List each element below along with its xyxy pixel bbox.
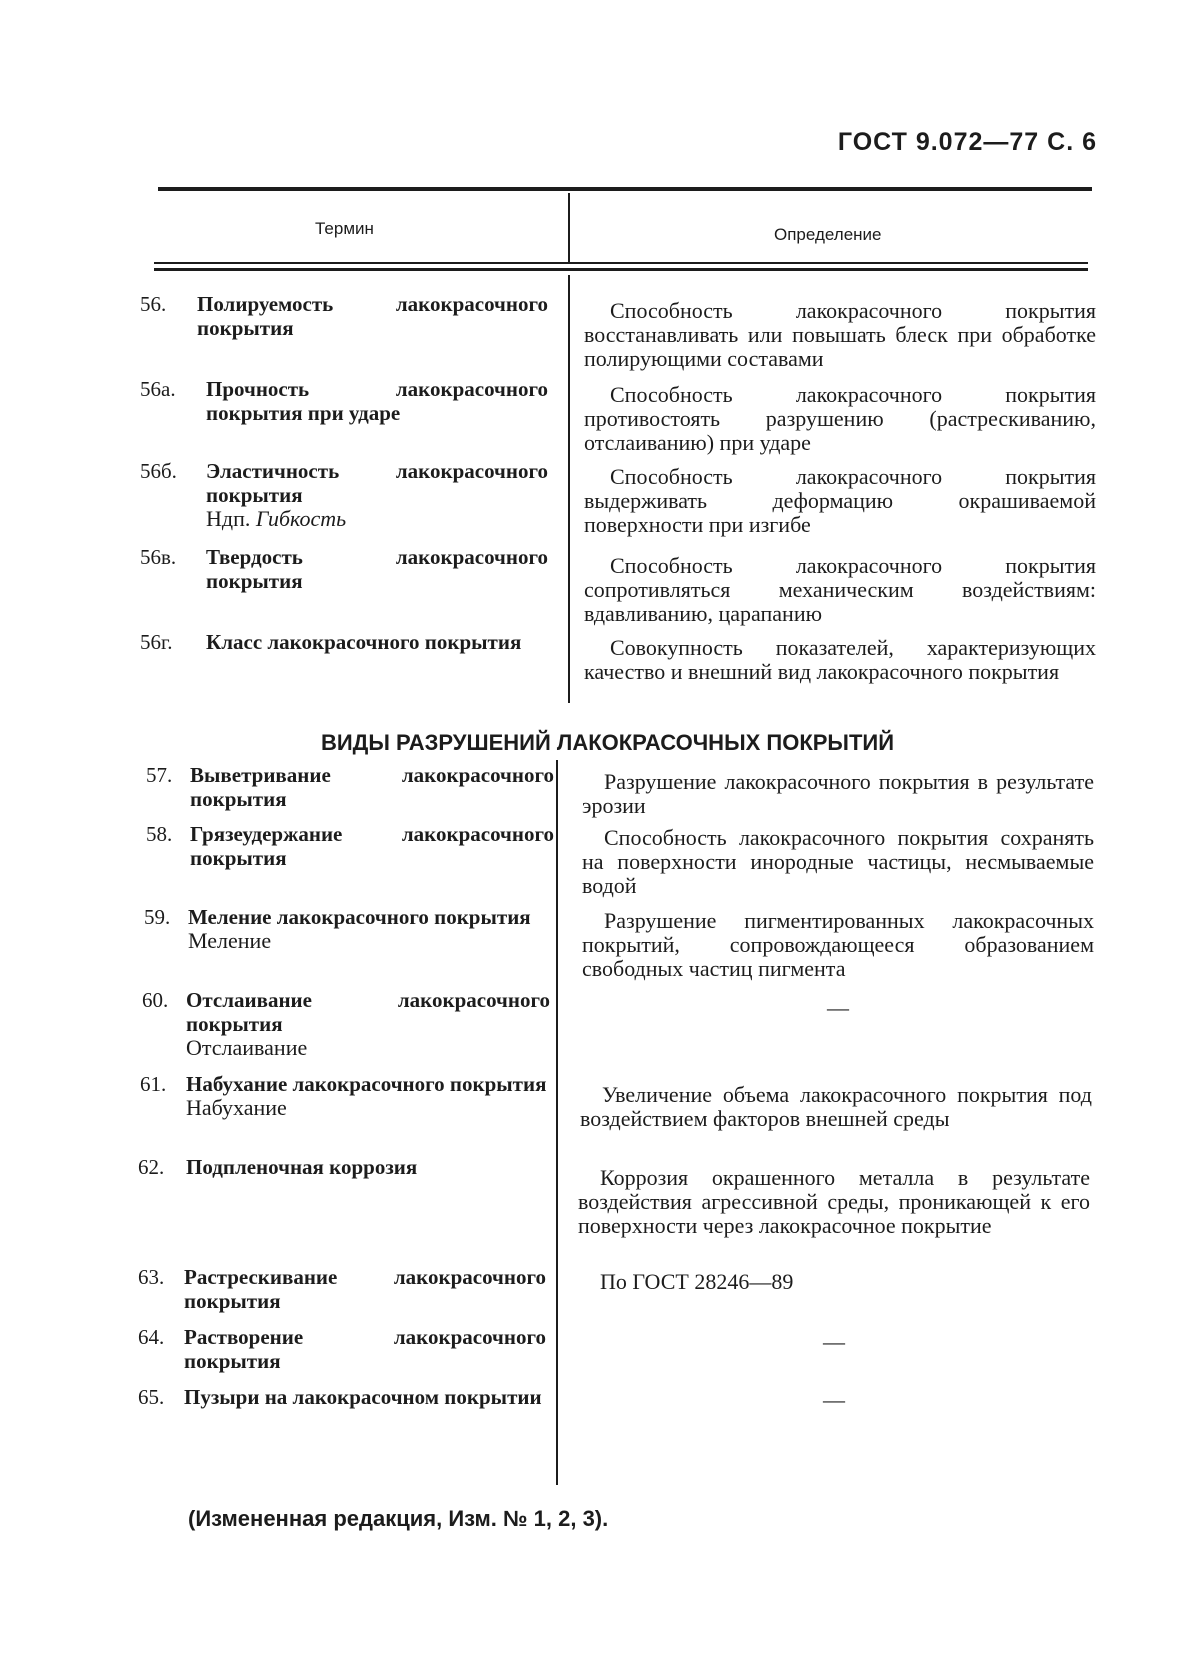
term-title: Растрескивание лакокрасочного покрытия [184, 1265, 546, 1313]
column-divider-bottom [556, 760, 558, 1485]
term-56g [140, 630, 548, 654]
header-rule-1 [154, 262, 1088, 264]
term-number: 58. [146, 822, 173, 846]
term-59 [144, 905, 552, 953]
definition-63: По ГОСТ 28246—89 [600, 1269, 794, 1294]
term-title: Эластичность лакокрасочного покрытия [206, 459, 548, 507]
column-header-definition: Определение [774, 225, 882, 244]
term-number: 62. [138, 1155, 165, 1179]
term-title: Меление лакокрасочного покрытия [188, 905, 531, 929]
term-title: Подпленочная коррозия [186, 1155, 418, 1179]
term-65 [138, 1385, 546, 1409]
term-number: 56б. [140, 459, 177, 483]
term-56b [140, 459, 548, 531]
definition-58: Способность лакокрасочного покрытия сохранять на поверхности инородные частицы, несмываемые водой [582, 825, 1094, 898]
column-divider-header [568, 193, 570, 263]
term-note: Меление [188, 928, 272, 953]
empty-definition-dash: — [823, 1387, 845, 1412]
term-number: 63. [138, 1265, 165, 1289]
term-56 [140, 292, 548, 340]
term-number: 56г. [140, 630, 173, 654]
definition-62: Коррозия окрашенного металла в результате воздействия агрессивной среды, проникающей к его поверхности через лакокрасочное покрытие [578, 1165, 1090, 1238]
note-italic: Гибкость [255, 506, 347, 531]
definition-56g: Совокупность показателей, характеризующих качество и внешний вид лакокрасочного покрытия [584, 635, 1096, 684]
empty-definition-dash: — [823, 1329, 845, 1354]
term-number: 61. [140, 1072, 167, 1096]
term-number: 56а. [140, 377, 176, 401]
column-header-term: Термин [315, 219, 374, 238]
table-top-rule [158, 187, 1092, 191]
term-title: Прочность лакокрасочного покрытия при ударе [206, 377, 548, 425]
header-rule-2 [154, 268, 1088, 271]
term-note: Набухание [186, 1095, 287, 1120]
term-number: 56в. [140, 545, 177, 569]
term-title: Твердость лакокрасочного покрытия [206, 545, 548, 593]
term-title: Полируемость лакокрасочного покрытия [197, 292, 548, 340]
term-title: Класс лакокрасочного покрытия [206, 630, 522, 654]
term-57 [146, 763, 554, 811]
column-divider-top [568, 275, 570, 703]
definition-59: Разрушение пигментированных лакокрасочных покрытий, сопровождающееся образованием свободных частиц пигмента [582, 908, 1094, 981]
term-60 [142, 988, 550, 1060]
definition-56a: Способность лакокрасочного покрытия противостоять разрушению (растрескиванию, отслаиванию) при ударе [584, 382, 1096, 455]
definition-56b: Способность лакокрасочного покрытия выдерживать деформацию окрашиваемой поверхности при изгибе [584, 464, 1096, 537]
term-title: Грязеудержание лакокрасочного покрытия [190, 822, 554, 870]
term-62 [138, 1155, 546, 1179]
term-number: 60. [142, 988, 169, 1012]
term-number: 64. [138, 1325, 165, 1349]
term-title: Пузыри на лакокрасочном покрытии [184, 1385, 542, 1409]
section-title: ВИДЫ РАЗРУШЕНИЙ ЛАКОКРАСОЧНЫХ ПОКРЫТИЙ [320, 730, 895, 755]
term-64 [138, 1325, 546, 1373]
term-title: Набухание лакокрасочного покрытия [186, 1072, 547, 1096]
empty-definition-dash: — [827, 995, 849, 1020]
note-prefix: Ндп. [206, 506, 251, 531]
term-note: Отслаивание [186, 1035, 308, 1060]
amendment-note: (Измененная редакция, Изм. № 1, 2, 3). [188, 1506, 609, 1531]
definition-64 [578, 1330, 1090, 1354]
term-title: Растворение лакокрасочного покрытия [184, 1325, 546, 1373]
term-number: 57. [146, 763, 173, 787]
term-58 [146, 822, 554, 870]
definition-57: Разрушение лакокрасочного покрытия в результате эрозии [582, 769, 1094, 818]
term-title: Отслаивание лакокрасочного покрытия [186, 988, 550, 1036]
definition-61: Увеличение объема лакокрасочного покрытия под воздействием факторов внешней среды [580, 1082, 1092, 1131]
term-note [140, 507, 548, 531]
term-56a [140, 377, 548, 425]
term-63 [138, 1265, 546, 1313]
term-56v [140, 545, 548, 593]
term-61 [140, 1072, 548, 1120]
definition-56v: Способность лакокрасочного покрытия сопротивляться механическим воздействиям: вдавливанию, царапанию [584, 553, 1096, 626]
definition-56: Способность лакокрасочного покрытия восстанавливать или повышать блеск при обработке полирующими составами [584, 298, 1096, 371]
term-number: 65. [138, 1385, 165, 1409]
term-number: 59. [144, 905, 171, 929]
term-title: Выветривание лакокрасочного покрытия [190, 763, 554, 811]
page-header: ГОСТ 9.072—77 С. 6 [837, 128, 1097, 156]
definition-65 [578, 1388, 1090, 1412]
term-number: 56. [140, 292, 167, 316]
definition-60 [582, 996, 1094, 1020]
